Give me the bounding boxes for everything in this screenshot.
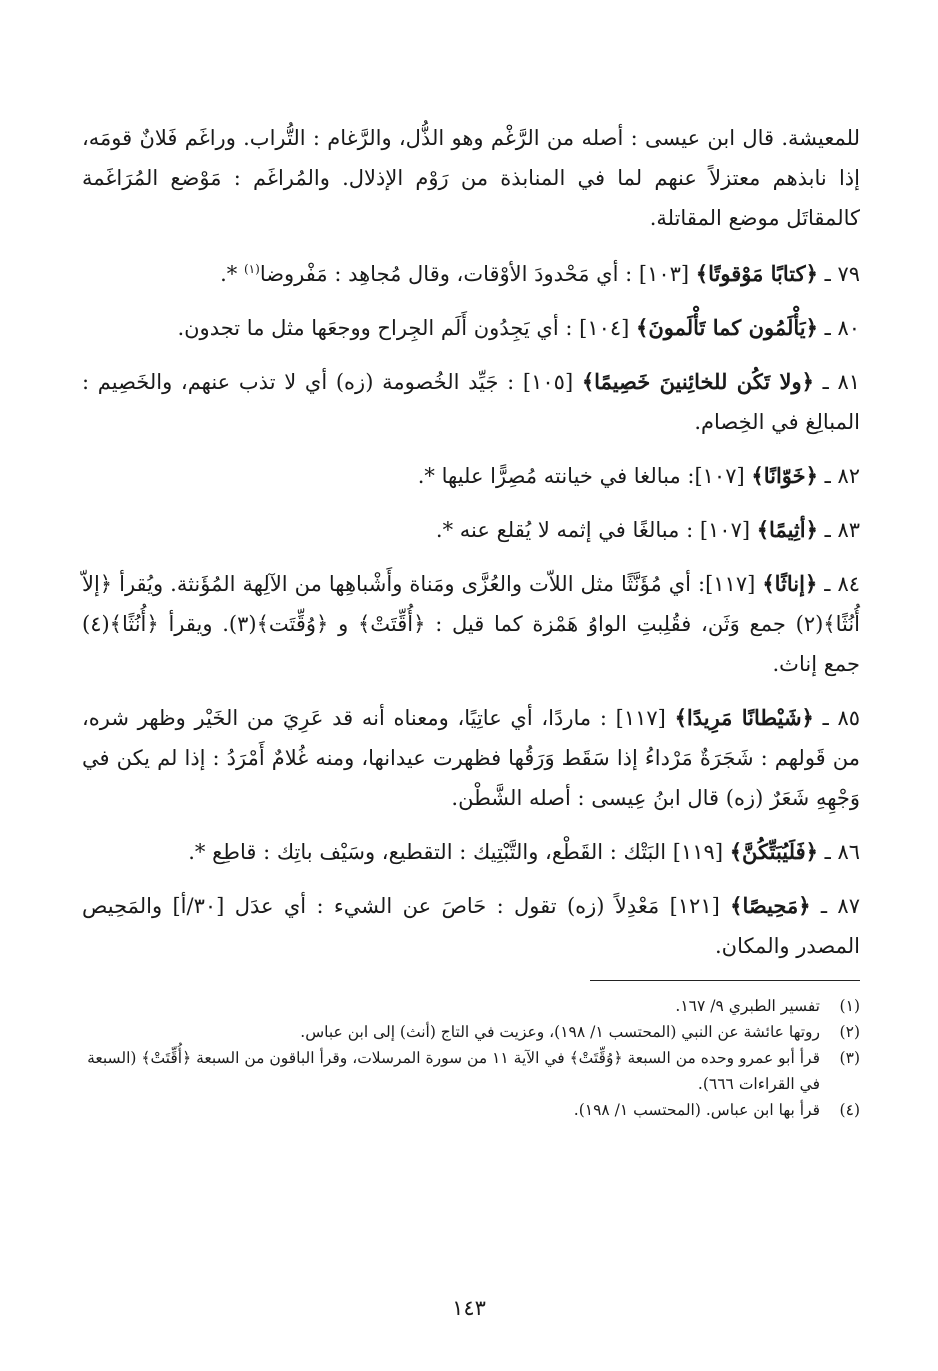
entry-number: ٨٣ ـ	[824, 518, 860, 542]
entry-tail: *.	[435, 518, 460, 542]
footnote-2	[82, 1019, 860, 1045]
entry-text: [١٠٤] : أي يَجِدُون أَلَم الجِراح ووجعَها مثل ما تجدون.	[177, 316, 630, 340]
footnote-ref: (١)	[243, 262, 260, 276]
entry-tail: *.	[220, 262, 244, 286]
quran-phrase: ﴿كتابًا مَوْقوتًا﴾	[695, 261, 818, 286]
entry-tail: *.	[188, 840, 213, 864]
entry-number: ٨٦ ـ	[824, 840, 860, 864]
entry-number: ٨٧ ـ	[820, 894, 860, 918]
entry-text: [١٠٧] : مبالغًا في إثمه لا يُقلع عنه	[459, 518, 751, 542]
entry-81	[82, 362, 860, 442]
entry-79	[82, 254, 860, 294]
entry-text: [١٢١] مَعْدِلاً (زه) تقول : حَاصَ عن الشيء : أي عدَل [٣٠/أ] والمَحِيص المصدر والمكان.	[82, 894, 860, 958]
footnote-text: روتها عائشة عن النبي (المحتسب ١/ ١٩٨)، وعزيت في التاج (أنث) إلى ابن عباس.	[300, 1023, 820, 1041]
entry-text: [١٠٧]: مبالغا في خيانته مُصِرًّا عليها	[441, 464, 745, 488]
entry-85	[82, 698, 860, 818]
entry-text: [١١٩] البَتْك : القَطْع، والتَّبْتِيك : التقطيع، وسَيْف باتِك : قاطِع	[212, 840, 724, 864]
entry-tail: *.	[417, 464, 442, 488]
footnote-text: تفسير الطبري ٩/ ١٦٧.	[675, 997, 820, 1015]
entry-number: ٨٢ ـ	[824, 464, 860, 488]
quran-phrase: ﴿ولا تَكُن للخائِنينَ خَصِيمًا﴾	[581, 369, 814, 394]
footnote-divider	[590, 980, 860, 981]
entry-text: [١٠٥] : جَيِّد الخُصومة (زه) أي لا تذب عنهم، والخَصِيم : المبالِغ في الخِصام.	[82, 370, 860, 434]
entry-text: [١١٧]: أي مُؤَنَّثًا مثل اللاّت والعُزَّى ومَناة وأَشْباهِها من الآلِهة المُؤَنثة. ويُقرأ ﴿إلاّ أُنُثًا﴾(٢) جمع وَثَن، فقُلِبتِ الواوُ هَمْزة كما قيل : ﴿أُقِّتَتْ﴾ و ﴿وُقِّتَت﴾(٣). ويقرأ ﴿أُنُثًا﴾(٤) جمع إناث.	[82, 572, 861, 676]
entry-87	[82, 886, 860, 966]
entry-82	[82, 456, 860, 496]
main-text	[82, 118, 860, 966]
footnote-3	[82, 1045, 860, 1097]
intro-text: للمعيشة. قال ابن عيسى : أصله من الرَّغْم وهو الذُّل، والرَّغام : التُّراب. وراغَم فَلانٌ قومَه، إذا نابذهم معتزلاً عنهم لما في المنابذة من رَوْم الإذلال. والمُراغَم : مَوْضع المُرَاغَمة كالمقاتَل موضع المقاتلة.	[82, 126, 860, 230]
quran-phrase: ﴿يَأْلَمُون كما تَأْلَمونَ﴾	[636, 315, 818, 340]
entry-number: ٨٠ ـ	[824, 316, 860, 340]
entry-83	[82, 510, 860, 550]
page-number: ١٤٣	[452, 1296, 486, 1320]
quran-phrase: ﴿خَوّانًا﴾	[751, 463, 818, 488]
entry-number: ٧٩ ـ	[824, 262, 860, 286]
entry-84	[82, 564, 860, 684]
quran-phrase: ﴿شَيْطانًا مَرِيدًا﴾	[674, 705, 814, 730]
quran-phrase: ﴿فَلَيُبَتِّكُنَّ﴾	[729, 839, 818, 864]
entry-number: ٨٥ ـ	[822, 706, 860, 730]
footnote-number: (٢)	[839, 1023, 860, 1041]
entry-80	[82, 308, 860, 348]
intro-paragraph	[82, 118, 860, 238]
footnote-4	[82, 1097, 860, 1123]
quran-phrase: ﴿مَحِيصًا﴾	[730, 893, 811, 918]
quran-phrase: ﴿إناثًا﴾	[762, 571, 818, 596]
quran-phrase: ﴿أثِيمًا﴾	[756, 517, 818, 542]
entry-86	[82, 832, 860, 872]
footnote-text: قرأ بها ابن عباس. (المحتسب ١/ ١٩٨).	[573, 1101, 820, 1119]
footnote-number: (١)	[839, 997, 860, 1015]
footnote-1	[82, 993, 860, 1019]
footnote-text: قرأ أبو عمرو وحده من السبعة ﴿وُقِّتَتْ﴾ في الآية ١١ من سورة المرسلات، وقرأ الباقون من السبعة ﴿أُقِّتَتْ﴾ (السبعة في القراءات ٦٦٦).	[87, 1049, 820, 1093]
entry-number: ٨١ ـ	[822, 370, 860, 394]
entry-number: ٨٤ ـ	[824, 572, 860, 596]
footnote-number: (٤)	[839, 1101, 860, 1119]
footnote-number: (٣)	[839, 1049, 860, 1067]
footnotes	[82, 993, 860, 1123]
entry-text: [١٠٣] : أي مَحْدودَ الأوْقات، وقال مُجاهِد : مَفْروضا	[259, 262, 690, 286]
entry-text: [١١٧] : ماردًا، أي عاتِيًا، ومعناه أنه قد عَرِيَ من الخَيْر وظهر شره، من قَولهم : شَجَرَةٌ مَرْداءُ إذا سَقَط وَرَقُها فظهرت عيدانها، ومنه غُلامٌ أَمْرَدُ : إذا لم يكن في وَجْهِهِ شَعَرٌ (زه) قال ابنُ عِيسى : أصله الشَّطْن.	[82, 706, 860, 810]
